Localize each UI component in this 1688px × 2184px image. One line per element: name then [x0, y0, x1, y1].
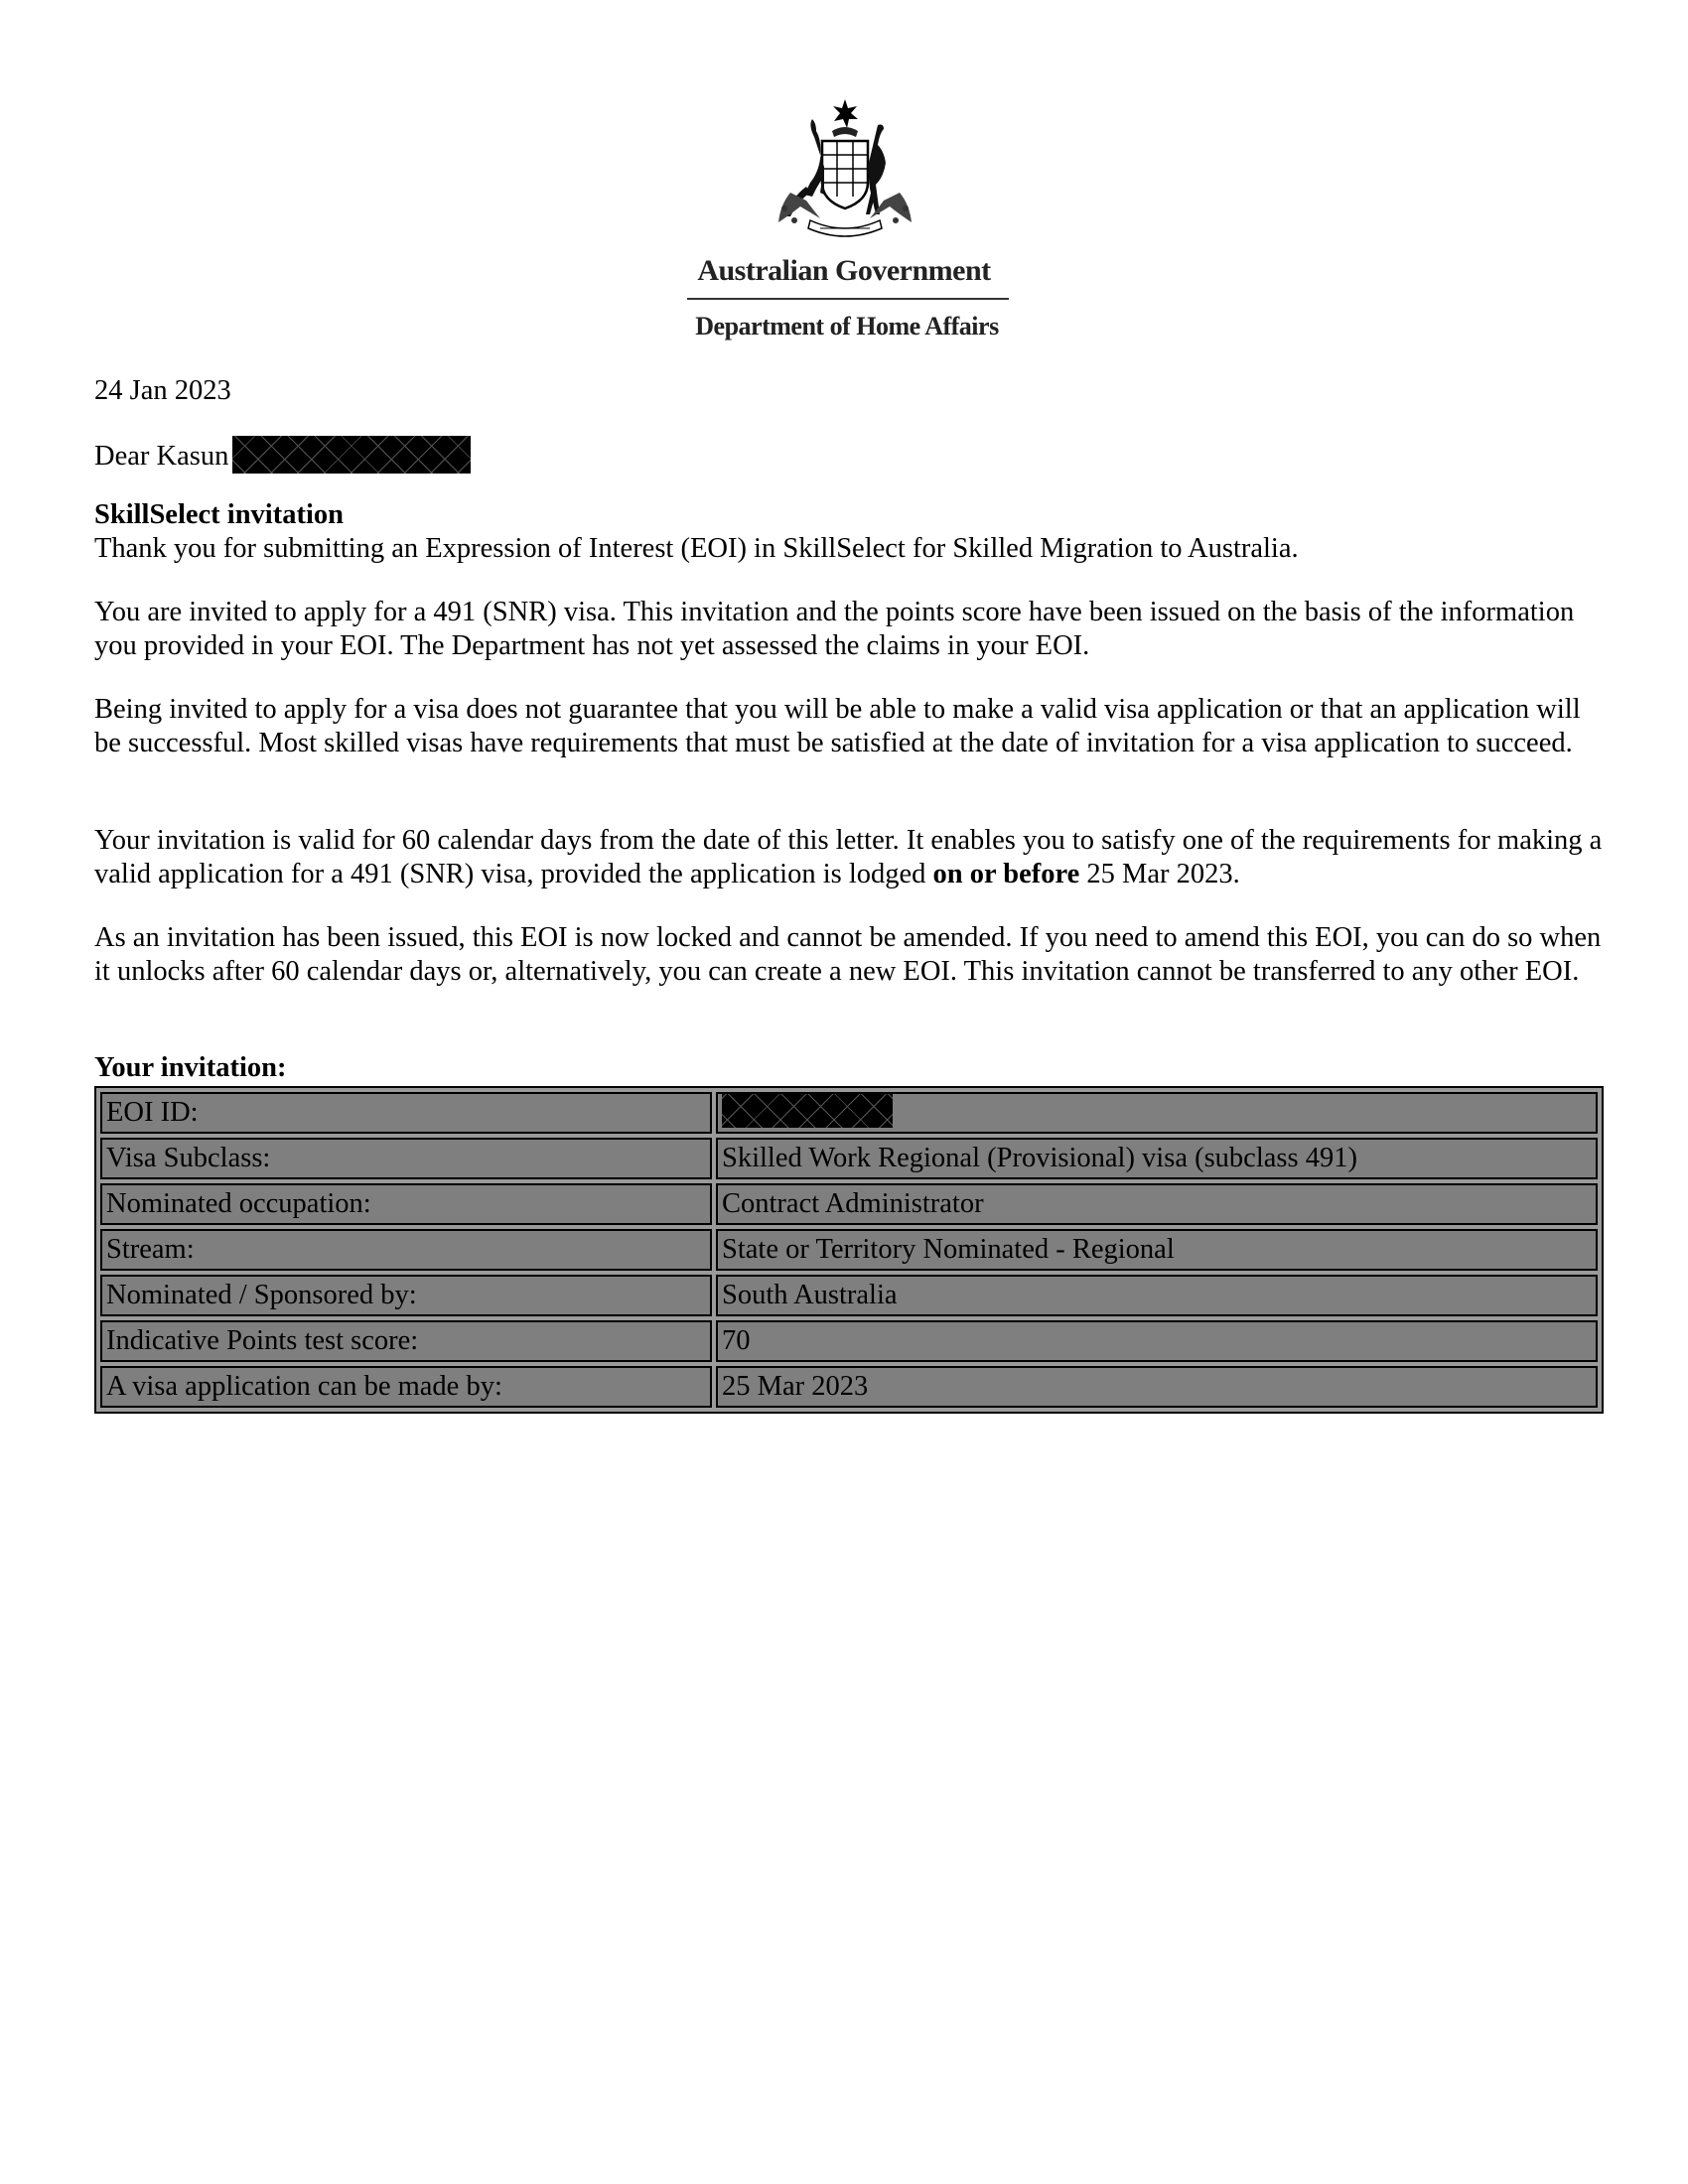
- row-value: Contract Administrator: [716, 1183, 1598, 1225]
- validity-emphasis: on or before: [932, 859, 1080, 889]
- row-label: Nominated / Sponsored by:: [100, 1275, 712, 1316]
- row-label: EOI ID:: [100, 1092, 712, 1134]
- table-row: [100, 1320, 1598, 1362]
- row-value: State or Territory Nominated - Regional: [716, 1229, 1598, 1271]
- row-value: 25 Mar 2023: [716, 1366, 1598, 1408]
- redacted-eoi-id: [722, 1094, 893, 1128]
- letter-heading: SkillSelect invitation: [94, 499, 344, 530]
- row-value: 70: [716, 1320, 1598, 1362]
- row-value: Skilled Work Regional (Provisional) visa (subclass 491): [716, 1138, 1598, 1179]
- header-divider: [687, 298, 1009, 300]
- paragraph-invited: You are invited to apply for a 491 (SNR) visa. This invitation and the points score have been issued on the basis of the information you provided in your EOI. The Department has not yet assessed the claims in your EOI.: [94, 597, 1575, 661]
- table-row: [100, 1183, 1598, 1225]
- row-label: Nominated occupation:: [100, 1183, 712, 1225]
- validity-deadline: 25 Mar 2023.: [1079, 859, 1240, 889]
- salutation: [94, 436, 1614, 474]
- row-label: Stream:: [100, 1229, 712, 1271]
- table-row: [100, 1366, 1598, 1408]
- redacted-surname: [232, 436, 471, 474]
- table-row: [100, 1229, 1598, 1271]
- department-name: Department of Home Affairs: [695, 312, 999, 341]
- salutation-text: Dear Kasun: [94, 441, 229, 472]
- government-title: Australian Government: [697, 254, 991, 287]
- letter-date: 24 Jan 2023: [94, 375, 231, 406]
- paragraph-locked: As an invitation has been issued, this EOI is now locked and cannot be amended. If you need to amend this EOI, you can do so when it unlocks after 60 calendar days or, alternatively, you can create a new EOI. This invitation cannot be transferred to any other EOI.: [94, 922, 1602, 987]
- table-row: [100, 1275, 1598, 1316]
- table-row: [100, 1138, 1598, 1179]
- row-label: Visa Subclass:: [100, 1138, 712, 1179]
- row-value: [716, 1092, 1598, 1134]
- paragraph-validity: [94, 824, 1614, 891]
- paragraph-no-guarantee: Being invited to apply for a visa does not guarantee that you will be able to make a valid visa application or that an application will be successful. Most skilled visas have requirements that must be satisfied at the date of invitation for a visa application to succeed.: [94, 694, 1581, 758]
- validity-text: Your invitation is valid for 60 calendar days from the date of this letter. It enables you to satisfy one of the requirements for making a valid application for a 491 (SNR) visa, provided the application is lodged: [94, 825, 1603, 889]
- invitation-table: [94, 1086, 1604, 1414]
- table-row: [100, 1092, 1598, 1134]
- row-label: Indicative Points test score:: [100, 1320, 712, 1362]
- paragraph-intro: Thank you for submitting an Expression of Interest (EOI) in SkillSelect for Skilled Migration to Australia.: [94, 533, 1299, 564]
- row-label: A visa application can be made by:: [100, 1366, 712, 1408]
- australian-coat-of-arms-icon: [771, 97, 919, 246]
- row-value: South Australia: [716, 1275, 1598, 1316]
- invitation-heading: Your invitation:: [94, 1052, 287, 1083]
